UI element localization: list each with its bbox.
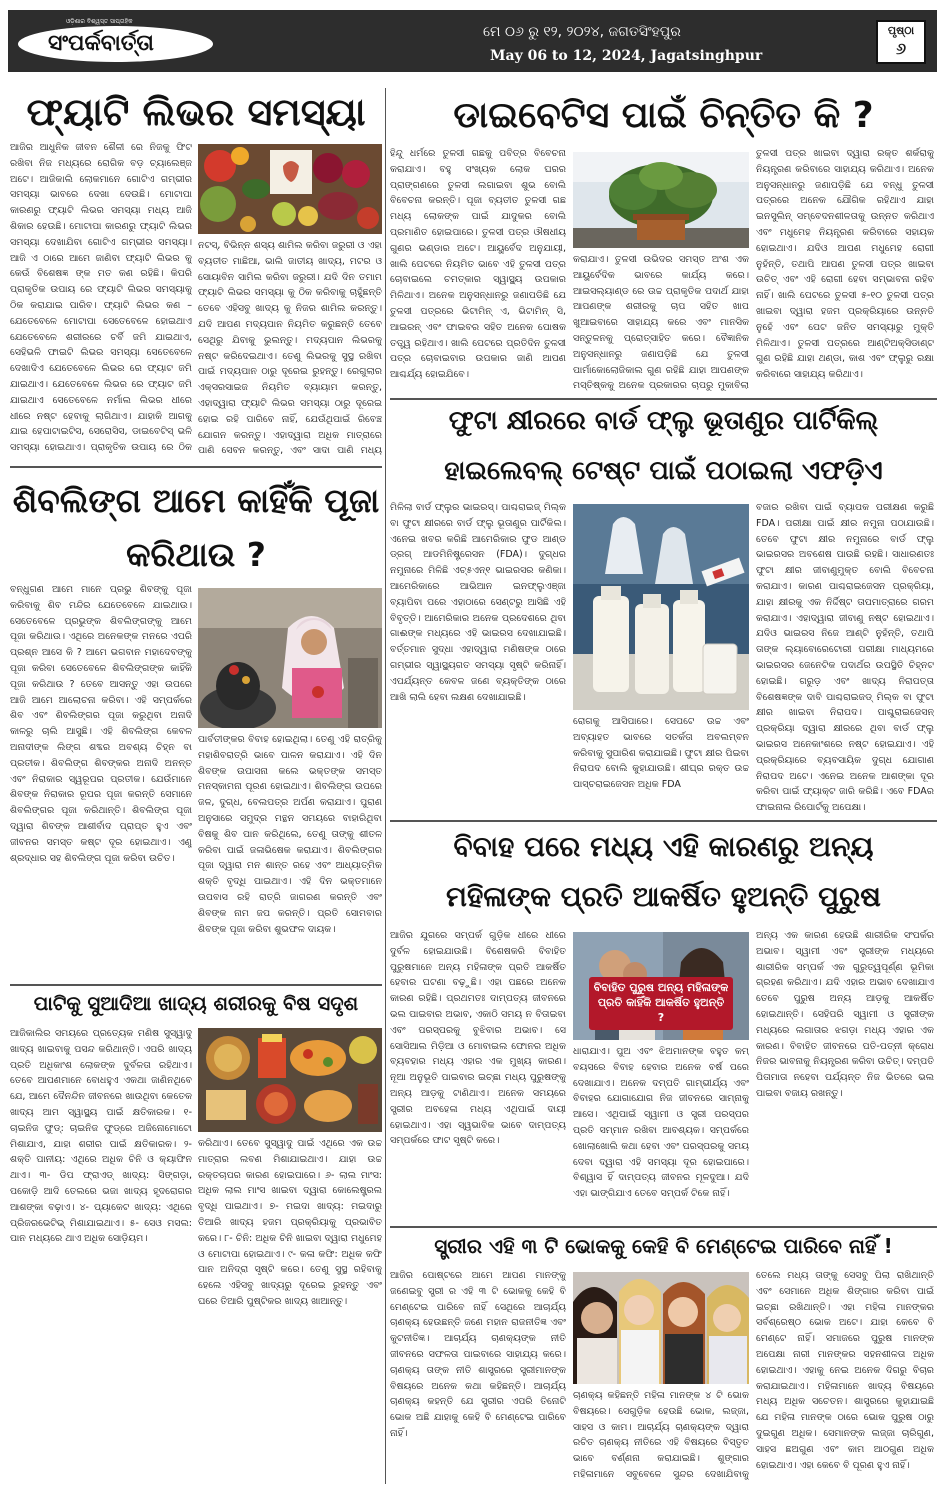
divider-attraction-women <box>390 1226 937 1228</box>
body-bird-flu-col1: ମିଳିଲା ବାର୍ଡ ଫ୍ଲୁର ଭାଇରସ୍। ପାଶ୍ଚରାଇଜ୍ ମିଲ୍କ ବା ଫୁଟା କ୍ଷୀରରେ ବାର୍ଡ ଫ୍ଲୁ ଭୂତାଣୁର ପାର୍ଟିକିଲ। ଏନେଇ ଖବର କରିଛି ଆମେରିକାର ଫୁଡ ଆଣ୍ଡ ଡ୍ରଗ୍ ଆଡମିନିଷ୍ଟ୍ରେସନ (FDA)। ଦୁଗ୍ଧର ନମୁନାରେ ମିଳିଛି ଏଚ୍୫ଏନ୍୧ ଭାଇରସର କଣିକା। ଆମେରିକାରେ ଆଭିଆନ ଇନଫ୍ଲୁଏଞ୍ଜା ବ୍ୟାପିବା ପରେ ଏହାଠାରେ ସେଣ୍ଟରୁ ଆସିଛି ଏହି ବିବୃତ୍ତି। ଆମେରିକାର ଅନେକ ପ୍ରଦେଶରେ ଥିବା ଗାଈଙ୍କ ମଧ୍ୟରେ ଏହି ଭାଇରସ ଦେଖାଯାଇଛି। ବର୍ତ୍ତମାନ ସୁଦ୍ଧା ଏହାଦ୍ୱାରା ମଣିଷଙ୍କ ଠାରେ ଗମ୍ଭୀର ସ୍ୱାସ୍ଥ୍ୟଗତ ସମସ୍ୟା ସୃଷ୍ଟି କରିନାହିଁ। ଏପର୍ଯ୍ୟନ୍ତ କେବଳ ଜଣେ ବ୍ୟକ୍ତିଙ୍କ ଠାରେ ଆଖି ଲାଲି ହେବା ଲକ୍ଷଣ ଦେଖାଯାଇଛି। <box>390 502 566 703</box>
divider-diabetes-birdflu <box>390 398 937 400</box>
body-women-three-col3: ତେଲେ ମଧ୍ୟ ତାଙ୍କୁ ସେସବୁ ପିଲା ରାଖିଥାନ୍ତି ଏବଂ ସେମାନେ ଅଧିକ ଶିଙ୍ଗାର କରିବା ପାଇଁ ଇଚ୍ଛା ରଖିଥାନ୍ତି। ଏହା ମହିଳା ମାନଙ୍କର ସର୍ବଶ୍ରେଷ୍ଠ ଭୋକ ଅଟେ। ଯାହା କେବେ ବି ମେଣ୍ଟେ ନାହିଁ। ସମାଜରେ ପୁରୁଷ ମାନଙ୍କ ଅପେକ୍ଷା ନାରୀ ମାନଙ୍କର ସହନଶୀଳତା ଅଧିକ ହୋଇଥାଏ। ଏହାକୁ ନେଇ ଅନେକ ଦିଗରୁ ବିଚାର କରାଯାଇଥାଏ। ମହିଳାମାନେ ଖାଦ୍ୟ ବିଷୟରେ ମଧ୍ୟ ଅଧିକ ସଚେତନ। ଶାସ୍ତ୍ରରେ କୁହାଯାଇଛି ଯେ ମହିଳା ମାନଙ୍କ ଠାରେ ଭୋକ ପୁରୁଷ ଠାରୁ ଦୁଇଗୁଣ ଅଧିକ। ସେମାନଙ୍କ ଲଜ୍ଜା ଚାରିଗୁଣ, ସାହସ ଛଅଗୁଣ ଏବଂ କାମ ଆଠଗୁଣ ଅଧିକ ହୋଇଥାଏ। ଏହା କେବେ ବି ପୂରଣ ହୁଏ ନାହିଁ। <box>756 1270 934 1471</box>
photo-fast-food <box>198 1028 382 1132</box>
photo-woman-worship <box>198 588 382 728</box>
page-number-box <box>876 20 926 64</box>
body-shivling-col1: ବନ୍ଧୁଗଣ ଆମେ ମାନେ ପ୍ରଭୁ ଶିବଙ୍କୁ ପୂଜା କରିବାକୁ ଶିବ ମନ୍ଦିର ଯେତେବେଳେ ଯାଇଥାଉ। ସେତେବେଳେ ପ୍ରଭୁଙ୍କ ଶିବଲିଙ୍ଗଙ୍କୁ ଆମେ ପୂଜା କରିଥାଉ। ଏଥିରେ ଅନେକଙ୍କ ମନରେ ଏପରି ପ୍ରଶ୍ନ ଆସେ କି ? ଆମେ ଭଗବାନ ମହାଦେବଙ୍କୁ ପୂଜା କରିବା ସେତେବେଳେ ଶିବଲିଙ୍ଗଙ୍କ କାହିଁକି ପୂଜା କରିଥାଉ ? ତେବେ ଆସନ୍ତୁ ଏହା ଉପରେ ଆଜି ଆମେ ଆଲୋଚନା କରିବା। ଏହି ସମ୍ପର୍କରେ ଶିବ ଏବଂ ଶିବଲିଙ୍ଗର ପୂଜା କରୁଥିବା ଅନାଦି କାଳରୁ ଚାଲି ଆସୁଛି। ଏହି ଶିବଲିଙ୍ଗ କେବଳ ଅନାଦୀଙ୍କ ଲିଙ୍ଗ ଶବ୍ଦର ଅବଶ୍ୟ ଚିହ୍ନ ବା ପ୍ରତୀକ। ଶିବଲିଙ୍ଗ ଶିବଙ୍କର ଅନାଦି ଅନନ୍ତ ଏବଂ ନିରାକାର ସ୍ୱରୂପର ପ୍ରତୀକ। ଯେଉଁମାନେ ଶିବଙ୍କ ନିରାକାର ରୂପର ପୂଜା କରନ୍ତି ସେମାନେ ଶିବଲିଙ୍ଗର ପୂଜା କରିଥାନ୍ତି। ଶିବଲିଙ୍ଗ ପୂଜା ଦ୍ୱାରା ଶିବଙ୍କ ଆଶୀର୍ବାଦ ପ୍ରାପ୍ତ ହୁଏ ଏବଂ ଜୀବନର ସମସ୍ତ କଷ୍ଟ ଦୂର ହୋଇଥାଏ। ଏଣୁ ଶ୍ରଦ୍ଧାର ସହ ଶିବଲିଙ୍ଗ ପୂଜା କରିବା ଉଚିତ। <box>10 584 192 864</box>
photo-healthy-foods <box>198 144 382 234</box>
article-processed-food <box>10 988 382 1488</box>
photo-milk-bottles <box>573 504 749 710</box>
logo-text: ସଂପର୍କବାର୍ତ୍ତା <box>48 30 154 56</box>
body-diabetes-col2: କରାଯାଏ। ତୁଳସୀ ଉଭିଦର ସମସ୍ତ ଅଂଶ ଏକ ଆୟୁର୍ବେଦିକ ଭାବରେ କାର୍ଯ୍ୟ କରେ। ଆଇସଲ୍ୟାଣ୍ଡ ରେ ଉଚ୍ଚ ପ୍ରାକୃତିକ ପଦାର୍ଥ ଯାହା ଆପଣଙ୍କ ଶରୀରକୁ ଚାପ ସହିତ ଖାପ ଖୁଆଇବାରେ ସାହାଯ୍ୟ କରେ ଏବଂ ମାନସିକ ସନ୍ତୁଳନକୁ ପ୍ରୋତ୍ସାହିତ କରେ। ବୈଜ୍ଞାନିକ ଅନୁସନ୍ଧାନରୁ ଜଣାପଡ଼ିଛି ଯେ ତୁଳସୀ ପାର୍ମାକୋଲୋଜିକାଲ ଗୁଣ ରହିଛି ଯାହା ଆପଣଙ୍କ ମସ୍ତିଷ୍କକୁ ଅନେକ ପ୍ରକାରର ଚାପରୁ ମୁକାବିଲା <box>573 254 749 392</box>
photo-tulsi-plant <box>573 152 749 248</box>
headline-shivling: ଶିବଲିଙ୍ଗ ଆମେ କାହିଁକି ପୂଜା କରିଥାଉ ? <box>12 481 380 574</box>
photo-couple <box>573 932 749 1040</box>
headline-attraction-line2: ମହିଳାଙ୍କ ପ୍ରତି ଆକର୍ଷିତ ହୁଅନ୍ତି ପୁରୁଷ <box>446 880 881 913</box>
body-fatty-liver-col1: ଆଜିର ଆଧୁନିକ ଜୀବନ ଶୈଳୀ ରେ ନିଜକୁ ଫିଟ ରଖିବା ନିଜ ମଧ୍ୟରେ ରୋଗିକ ବଡ଼ ଚ୍ୟାଲେଞ୍ଜ ଅଟେ। ଆଜିକାଲି ଲୋକମାନେ ଗୋଟିଏ ଗମ୍ଭୀର ସମସ୍ୟା ଭାବରେ ଦେଖା ଦେଉଛି। ମୋଟାପା କାରଣରୁ ଫ୍ୟାଟି ଲିଭର ସମସ୍ୟା ମଧ୍ୟ ଆଜି ଶିକାର ହେଉଛି। ମୋଟାପା କାରଣରୁ ଫ୍ୟାଟି ଲିଭର ସମସ୍ୟା ଦେଖାଯିବା ଗୋଟିଏ ଗମ୍ଭୀର ସମସ୍ୟା। ଆଜି ଏ ଠାରେ ଆମେ ଜାଣିବା ଫ୍ୟାଟି ଲିଭର କୁ କେଉଁ ବିଶେଷଜ୍ଞ ଙ୍କ ମତ କଣ ରହିଛି। କିପରି ପ୍ରାକୃତିକ ଉପାୟ ରେ ଫ୍ୟାଟି ଲିଭର ସମସ୍ୟାକୁ ଠିକ କରାଯାଇ ପାରିବ। ଫ୍ୟାଟି ଲିଭର କଣ –ଯେତେବେଳେ ମୋଟାପା ସେତେବେଳେ ହୋଇଥାଏ ଯେତେବେଳେ ଶରୀରରେ ଚର୍ବି ଜମି ଯାଇଥାଏ, ସେହିଭଳି ଫାଇଟି ଲିଭର ସମସ୍ୟା ସେତେବେଳେ ଦେଖାଦିଏ ଯେତେବେଳେ ଲିଭର ରେ ଫ୍ୟାଟ ଜମି ଯାଇଥାଏ। ଯେତେବେଳେ ଲିଭର ରେ ଫ୍ୟାଟ ଜମି ଯାଇଥାଏ ସେତେବେଳେ ନର୍ମାଲ ଲିଭର ଧୀରେ ଧୀରେ ନଷ୍ଟ ହେବାକୁ ଲାଗିଥାଏ। ଯାହାକି ଆଗକୁ ଯାଇ ହେପାଟାଇଟିସ, ସେରୋସିସ, ଡାଇବେଟିସ୍ ଭଳି ସମସ୍ୟା ହୋଇଥାଏ। ପ୍ରାକୃତିକ ଉପାୟ ରେ ଠିକ <box>10 142 192 454</box>
article-bird-flu <box>390 402 937 818</box>
body-attraction-col2: ଧାରାଯାଏ। ପୁଅ ଏବଂ ଝିଅମାନଙ୍କ ବହୁତ କମ୍ ବୟସରେ ବିବାହ ହେବାର ଅନେକ ବର୍ଷ ପରେ ଦେଖାଯାଏ। ଅନେକ ଦମ୍ପତି ଗାମ୍ଭୀର୍ଯ୍ୟ ଏବଂ ବିବାହର ଯୋଗାଯୋଗ ନିଜ ଜୀବନରେ ସାମ୍ନାକୁ ଆସେ। ଏଥିପାଇଁ ସ୍ୱାମୀ ଓ ସ୍ତ୍ରୀ ପରସ୍ପର ପ୍ରତି ସମ୍ମାନ ରଖିବା ଆବଶ୍ୟକ। ସମ୍ପର୍କରେ ଖୋଲାଖୋଲି କଥା ହେବା ଏବଂ ପରସ୍ପରକୁ ସମୟ ଦେବା ଦ୍ୱାରା ଏହି ସମସ୍ୟା ଦୂର ହୋଇପାରେ। ବିଶ୍ୱାସ ହିଁ ଦାମ୍ପତ୍ୟ ଜୀବନର ମୂଳଦୁଆ। ଯଦି ଏହା ଭାଙ୍ଗିଯାଏ ତେବେ ସମ୍ପର୍କ ଟିକେ ନାହିଁ। <box>573 1046 749 1200</box>
body-women-three-col2: ଚାଣକ୍ୟ କହିଛନ୍ତି ମହିଳା ମାନଙ୍କ ୪ ଟି ଭୋକ ବିଷୟରେ। ସେଗୁଡ଼ିକ ହେଉଛି ଭୋକ, ଲଜ୍ଜା, ସାହସ ଓ କାମ। ଆଚାର୍ଯ୍ୟ ଚାଣକ୍ୟଙ୍କ ଦ୍ୱାରା ରଚିତ ଚାଣକ୍ୟ ନୀତିରେ ଏହି ବିଷୟରେ ବିସ୍ତୃତ ଭାବେ ବର୍ଣ୍ଣନା କରାଯାଇଛି। ଶୁଙ୍ଗାର ମହିଳାମାନେ ସବୁବେଳେ ସୁନ୍ଦର ଦେଖାଯିବାକୁ <box>573 1390 749 1480</box>
body-women-three-col1: ଆଜିର ପୋଷ୍ଟରେ ଆମେ ଆପଣ ମାନଙ୍କୁ ଜଣେଇବୁ ସ୍ତ୍ରୀ ର ଏହି ୩ ଟି ଭୋକକୁ କେହି ବି ମେଣ୍ଟେଇ ପାରିବେ ନାହିଁ ସେଥିରେ ଆଚାର୍ଯ୍ୟ ଚାଣକ୍ୟ ହେଉଛନ୍ତି ଜଣେ ମହାନ ରାଜନୀତିଜ୍ଞ ଏବଂ କୁଟନୀତିଜ୍ଞ। ଆଚାର୍ଯ୍ୟ ଚାଣକ୍ୟଙ୍କ ନୀତି ଜୀବନରେ ସଫଳତା ପାଇବାରେ ସାହାଯ୍ୟ କରେ। ଚାଣକ୍ୟ ତାଙ୍କ ନୀତି ଶାସ୍ତ୍ରରେ ସ୍ତ୍ରୀମାନଙ୍କ ବିଷୟରେ ଅନେକ କଥା କହିଛନ୍ତି। ଆଚାର୍ଯ୍ୟ ଚାଣକ୍ୟ କହନ୍ତି ଯେ ସ୍ତ୍ରୀର ଏପରି ତିନୋଟି ଭୋକ ଅଛି ଯାହାକୁ କେହି ବି ମେଣ୍ଟେଇ ପାରିବେ ନାହିଁ। <box>390 1270 566 1439</box>
body-attraction-col3: ଅନ୍ୟ ଏକ କାରଣ ହେଉଛି ଶାରୀରିକ ସଂପର୍କର ଅଭାବ। ସ୍ୱାମୀ ଏବଂ ସ୍ତ୍ରୀଙ୍କ ମଧ୍ୟରେ ଶାରୀରିକ ସମ୍ପର୍କ ଏକ ଗୁରୁତ୍ୱପୂର୍ଣ୍ଣ ଭୂମିକା ଗ୍ରହଣ କରିଥାଏ। ଯଦି ଏହାର ଅଭାବ ଦେଖାଯାଏ ତେବେ ପୁରୁଷ ଅନ୍ୟ ଆଡ଼କୁ ଆକର୍ଷିତ ହୋଇଥାନ୍ତି। ସେହିପରି ସ୍ୱାମୀ ଓ ସ୍ତ୍ରୀଙ୍କ ମଧ୍ୟରେ ଲଗାତାର ଝଗଡ଼ା ମଧ୍ୟ ଏହାର ଏକ କାରଣ। ବିବାହିତ ଜୀବନରେ ପତି-ପତ୍ନୀ କ୍ରୋଧ ନିଜର ଭାବନାକୁ ନିୟନ୍ତ୍ରଣ କରିବା ଉଚିତ୍। ଦମ୍ପତି ପିତାମାତା ନହେବା ପର୍ଯ୍ୟନ୍ତ ନିଜ ଭିତରେ ଭଲ ପାଇବା ବଜାୟ ରଖନ୍ତୁ। <box>756 930 934 1099</box>
body-processed-food-col1: ଆଜିକାଲିର ସମୟରେ ପ୍ରତ୍ୟେକ ମଣିଷ ସୁସ୍ୱାଦୁ ଖାଦ୍ୟ ଖାଇବାକୁ ପସନ୍ଦ କରିଥାନ୍ତି। ଏପରି ଖାଦ୍ୟ ପ୍ରତି ଅଧିକାଂଶ ଲୋକଙ୍କ ଦୁର୍ବଳତା ରହିଥାଏ। ତେବେ ଆପଣମାନେ ବୋଧହୁଏ ଏକଥା ଜାଣିନଥିବେ ଯେ, ଆମେ ଦୈନନ୍ଦିନ ଜୀବନରେ ଖାଉଥିବା କେତେକ ଖାଦ୍ୟ ଆମ ସ୍ୱାସ୍ଥ୍ୟ ପାଇଁ କ୍ଷତିକାରକ। ୧- ଚାଇନିଜ ଫୁଡ୍: ଚାଇନିଜ ଫୁଡ୍ରେ ଅଜିନୋମୋଟୋ ମିଶାଯାଏ, ଯାହା ଶରୀର ପାଇଁ କ୍ଷତିକାରକ। ୨- ଶକ୍ତି ପାନୀୟ: ଏଥିରେ ଅଧିକ ଚିନି ଓ କ୍ୟାଫିନ ଥାଏ। ୩- ଡିପ ଫ୍ରାଏଡ୍ ଖାଦ୍ୟ: ସିଙ୍ଗଡ଼ା, ପକୋଡ଼ି ଆଦି ତେଲରେ ଭଜା ଖାଦ୍ୟ ହୃଦରୋଗର ଆଶଙ୍କା ବଢ଼ାଏ। ୪- ପ୍ୟାକେଟ ଖାଦ୍ୟ: ଏଥିରେ ପ୍ରିଜରଭେଟିଭ୍ ମିଶାଯାଇଥାଏ। ୫- ସେଓ ମସଲ: ପାନ ମଧ୍ୟରେ ଥାଏ ଅଧିକ ସୋଡ଼ିୟମ। <box>10 1028 192 1245</box>
body-bird-flu-col3: ବଜାର ରଖିବା ପାଇଁ ବ୍ୟାପକ ପରୀକ୍ଷଣ କରୁଛି FDA। ପରୀକ୍ଷା ପାଇଁ କ୍ଷୀର ନମୁନା ପଠାଯାଉଛି। ତେବେ ଫୁଟା କ୍ଷୀର ନମୁନାରେ ବାର୍ଡ ଫ୍ଲୁ ଭାଇରସର ଅବଶେଷ ପାଉଛି ରହଛି। ସାଧାରଣତଃ ଫୁଟା କ୍ଷୀର ଜୀବାଣୁମୁକ୍ତ ବୋଲି ବିବେଚନା କରାଯାଏ। କାରଣ ପାଶ୍ଚରାଇଜେସନ ପ୍ରକ୍ରିୟା, ଯାହା କ୍ଷୀରକୁ ଏକ ନିର୍ଦ୍ଦିଷ୍ଟ ତାପମାତ୍ରାରେ ଗରମ କରାଯାଏ। ଏହାଦ୍ୱାରା ଜୀବାଣୁ ନଷ୍ଟ ହୋଇଥାଏ। ଯଦିଓ ଭାଇରସ ନିଜେ ଆଣ୍ଟି ନୁହଁନ୍ତି, ତଥାପି ତାଙ୍କ ଲ୍ୟାବୋରେଟୋରୀ ପରୀକ୍ଷା ମାଧ୍ୟମରେ ଭାଇରସର ଜେନେଟିକ ପଦାର୍ଥର ଉପସ୍ଥିତି ଚିହ୍ନଟ ହୋଇଛି। ଗରୁଡ଼ ଏବଂ ଖାଦ୍ୟ ନିରାପତ୍ତା ବିଶେଷଜ୍ଞଙ୍କ ଦାବି ପାଶ୍ଚରାଇଜଡ୍ ମିଲ୍କ ବା ଫୁଟା କ୍ଷୀର ଖାଇବା ନିରାପଦ। ପାଶ୍ଚୁରାଇଜେସନ୍ ପ୍ରକ୍ରିୟା ଦ୍ୱାରା କ୍ଷୀରରେ ଥିବା ବାର୍ଡ ଫ୍ଲୁ ଭାଇରସ ଅନେକାଂଶରେ ନଷ୍ଟ ହୋଇଯାଏ। ଏହି ପ୍ରକ୍ରିୟାରେ ବ୍ୟବସାୟିକ ଦୁଗ୍ଧ ଯୋଗାଣ ନିରାପଦ ଅଟେ। ଏନେଇ ଅନେକ ଆଶଙ୍କା ଦୂର କରିବା ପାଇଁ ଫ୍ୟାକ୍ଟ ଜାରି କରିଛି। ଏବେ FDAର ଫାଇନାଲ ରିପୋର୍ଟକୁ ଅପେକ୍ଷା। <box>756 502 934 814</box>
headline-processed-food: ପାଟିକୁ ସୁଆଦିଆ ଖାଦ୍ୟ ଶରୀରକୁ ବିଷ ସଦୃଶ <box>33 992 359 1015</box>
article-diabetes <box>390 84 937 396</box>
body-attraction-col1: ଆଜିର ଯୁଗରେ ସମ୍ପର୍କ ଗୁଡ଼ିକ ଧୀରେ ଧୀରେ ଦୁର୍ବଳ ହୋଇଯାଉଛି। ବିଶେଷକରି ବିବାହିତ ପୁରୁଷମାନେ ଅନ୍ୟ ମହିଳାଙ୍କ ପ୍ରତି ଆକର୍ଷିତ ହେବାର ଘଟଣା ବଢ଼ୁଛି। ଏହା ପଛରେ ଅନେକ କାରଣ ରହିଛି। ପ୍ରଥମତଃ ଦାମ୍ପତ୍ୟ ଜୀବନରେ ଭଲ ପାଇବାର ଅଭାବ, ଏକାଠି ସମୟ ନ ବିତାଇବା ଏବଂ ପରସ୍ପରକୁ ବୁଝିବାର ଅଭାବ। ସେ ସୋସିଆଲ ମିଡ଼ିଆ ଓ ମୋବାଇଲ ଫୋନର ଅଧିକ ବ୍ୟବହାର ମଧ୍ୟ ଏହାର ଏକ ମୁଖ୍ୟ କାରଣ। ନୂଆ ଅନୁଭୂତି ପାଇବାର ଇଚ୍ଛା ମଧ୍ୟ ପୁରୁଷଙ୍କୁ ଅନ୍ୟ ଆଡ଼କୁ ଟାଣିଥାଏ। ଅନେକ ସମୟରେ ସ୍ତ୍ରୀର ଅବହେଳା ମଧ୍ୟ ଏଥିପାଇଁ ଦାୟୀ ହୋଇଥାଏ। ଏହା ସ୍ୱଭାବିକ ଭାବେ ଦାମ୍ପତ୍ୟ ସମ୍ପର୍କରେ ଫାଟ ସୃଷ୍ଟି କରେ। <box>390 930 566 1147</box>
photo-women-group <box>573 1272 749 1384</box>
column-divider <box>385 88 386 1484</box>
headline-women-three: ସ୍ତ୍ରୀର ଏହି ୩ ଟି ଭୋକକୁ କେହି ବି ମେଣ୍ଟେଇ ପାରିବେ ନାହିଁ ! <box>434 1234 893 1258</box>
body-diabetes-col1: ହିନ୍ଦୁ ଧର୍ମରେ ତୁଳସୀ ଗଛକୁ ପବିତ୍ର ବିବେଚନା କରାଯାଏ। ବହୁ ସଂଖ୍ୟକ ଲୋକ ଘରର ପ୍ରାଙ୍ଗଣରେ ତୁଳସୀ ଲଗାଇବା ଶୁଭ ବୋଲି ବିବେଚନା କରନ୍ତି। ପୂଜା ବ୍ୟତୀତ ତୁଳସୀ ଗଛ ମଧ୍ୟ ଲୋକଙ୍କ ପାଇଁ ଯାଦୁକର ବୋଲି ପ୍ରମାଣିତ ହୋଇପାରେ। ତୁଳସୀ ପତ୍ର ଔଷଧୀୟ ଗୁଣର ଭଣ୍ଡାର ଅଟେ। ଆୟୁର୍ବେଦ ଅନୁଯାୟୀ, ଖାଲି ପେଟରେ ନିୟମିତ ଭାବେ ଏହି ତୁଳସୀ ପତ୍ର ଚୋବାଇଲେ ଚମତ୍କାର ସ୍ୱାସ୍ଥ୍ୟ ଉପକାର ମିଳିଥାଏ। ଅନେକ ଅନୁସନ୍ଧାନରୁ ଜଣାପଡିଛି ଯେ ତୁଳସୀ ପତ୍ରରେ ଭିଟାମିନ୍ ଏ, ଭିଟାମିନ୍ ସି, ଆଇରନ୍ ଏବଂ ଫାଇବର ସହିତ ଅନେକ ପୋଷକ ତତ୍ତ୍ୱ ରହିଥାଏ। ଖାଲି ପେଟରେ ପ୍ରତିଦିନ ତୁଳସୀ ପତ୍ର ଚୋବାଇବାର ଉପକାର ଜାଣି ଆପଣ ଆଶ୍ଚର୍ଯ୍ୟ ହୋଇଯିବେ। <box>390 148 566 381</box>
page-label: ପୃଷ୍ଠା <box>887 24 915 37</box>
headline-fatty-liver: ଫ୍ୟାଟି ଲିଭର ସମସ୍ୟା <box>26 90 366 134</box>
body-processed-food-col2: କରିଥାଏ। ତେବେ ସୁସ୍ୱାଦୁ ପାଇଁ ଏଥିରେ ଏକ ଉଚ୍ଚ ମାତ୍ରାର ଲବଣ ମିଶାଯାଇଥାଏ। ଯାହା ଉଚ୍ଚ ରକ୍ତଚାପର କାରଣ ହୋଇପାରେ। ୬- ଲାଲ ମାଂସ: ଅଧିକ ଲାଲ ମାଂସ ଖାଇବା ଦ୍ୱାରା କୋଲେଷ୍ଟ୍ରଲ ବୃଦ୍ଧି ପାଇଥାଏ। ୭- ମଇଦା ଖାଦ୍ୟ: ମଇଦାରୁ ତିଆରି ଖାଦ୍ୟ ହଜମ ପ୍ରକ୍ରିୟାକୁ ପ୍ରଭାବିତ କରେ। ୮- ଚିନି: ଅଧିକ ଚିନି ଖାଇବା ଦ୍ୱାରା ମଧୁମେହ ଓ ମୋଟାପା ହୋଇଥାଏ। ୯- କଳା କଫି: ଅଧିକ କଫି ପାନ ଅନିଦ୍ରା ସୃଷ୍ଟି କରେ। ତେଣୁ ସୁସ୍ଥ ରହିବାକୁ ହେଲେ ଏହିସବୁ ଖାଦ୍ୟରୁ ଦୂରେଇ ରୁହନ୍ତୁ ଏବଂ ଘରେ ତିଆରି ପୁଷ୍ଟିକର ଖାଦ୍ୟ ଖାଆନ୍ତୁ। <box>198 1138 382 1307</box>
headline-diabetes: ଡାଇବେଟିସ ପାଇଁ ଚିନ୍ତିତ କି ? <box>453 95 874 136</box>
article-attraction <box>390 824 937 1224</box>
headline-bird-flu-line2: ହାଇଲେବଲ୍ ଟେଷ୍ଟ ପାଇଁ ପଠାଇଲା ଏଫଡ଼ିଏ <box>444 456 883 486</box>
headline-bird-flu-line1: ଫୁଟା କ୍ଷୀରରେ ବାର୍ଡ ଫ୍ଲୁ ଭୂତାଣୁର ପାର୍ଟିକିଲ୍ <box>448 406 879 436</box>
body-bird-flu-col2: ରୋଗକୁ ଆସିପାରେ। ସେପଟେ ଉଚ୍ଚ ଏବଂ ଅବ୍ୟାହତ ଭାବରେ ସତର୍କତା ଅବଲମ୍ବନ କରିବାକୁ ସୁପାରିଶ କରାଯାଇଛି। ଫୁଟା କ୍ଷୀର ପିଇବା ନିରାପଦ ବୋଲି କୁହାଯାଉଛି। ଶୀଘ୍ର ରକ୍ତ ଉଚ୍ଚ ପାସ୍ଚରାଇଜେସନ ଅଧିକ FDA <box>573 716 749 791</box>
article-shivling <box>10 470 382 980</box>
issue-date-english: May 06 to 12, 2024, Jagatsinghpur <box>490 48 763 64</box>
logo-tagline: ଓଡ଼ିଶାର ବିଶ୍ୱସ୍ତ ସାପ୍ତାହିକ <box>66 18 133 25</box>
body-shivling-col2: ପାର୍ବତୀଙ୍କର ବିବାହ ହୋଇଥିଲା। ତେଣୁ ଏହି ରାତ୍ରିକୁ ମହାଶିବରାତ୍ରି ଭାବେ ପାଳନ କରାଯାଏ। ଏହି ଦିନ ଶିବଙ୍କ ଉପାସନା କଲେ ଭକ୍ତଙ୍କ ସମସ୍ତ ମନସ୍କାମନା ପୂରଣ ହୋଇଥାଏ। ଶିବଲିଙ୍ଗ ଉପରେ ଜଳ, ଦୁଗ୍ଧ, ବେଲପତ୍ର ଅର୍ପଣ କରାଯାଏ। ପୁରାଣ ଅନୁସାରେ ସମୁଦ୍ର ମନ୍ଥନ ସମୟରେ ବାହାରିଥିବା ବିଷକୁ ଶିବ ପାନ କରିଥିଲେ, ତେଣୁ ତାଙ୍କୁ ଶୀତଳ କରିବା ପାଇଁ ଜଳାଭିଷେକ କରାଯାଏ। ଶିବଲିଙ୍ଗର ପୂଜା ଦ୍ୱାରା ମନ ଶାନ୍ତ ରହେ ଏବଂ ଆଧ୍ୟାତ୍ମିକ ଶକ୍ତି ବୃଦ୍ଧି ପାଇଥାଏ। ଏହି ଦିନ ଭକ୍ତମାନେ ଉପବାସ ରହି ରାତ୍ରି ଜାଗରଣ କରନ୍ତି ଏବଂ ଶିବଙ୍କ ନାମ ଜପ କରନ୍ତି। ପ୍ରତି ସୋମବାର ଶିବଙ୍କ ପୂଜା କରିବା ଶୁଭଫଳ ଦାୟକ। <box>198 734 382 935</box>
article-women-three <box>390 1230 937 1488</box>
divider-shivling-food <box>10 984 382 986</box>
photo-caption-attraction: ବିବାହିତ ପୁରୁଷ ଅନ୍ୟ ମହିଳାଙ୍କ ପ୍ରତି କାହିଁକି ଆକର୍ଷିତ ହୁଅନ୍ତି ? <box>589 977 733 1030</box>
headline-attraction-line1: ବିବାହ ପରେ ମଧ୍ୟ ଏହି କାରଣରୁ ଅନ୍ୟ <box>453 830 874 863</box>
article-fatty-liver <box>10 84 382 464</box>
body-diabetes-col3: ତୁଳସୀ ପତ୍ର ଖାଇବା ଦ୍ୱାରା ରକ୍ତ ଶର୍କରାକୁ ନିୟନ୍ତ୍ରଣ କରିବାରେ ସାହାଯ୍ୟ କରିଥାଏ। ଅନେକ ଅନୁସନ୍ଧାନରୁ ଜଣାପଡ଼ିଛି ଯେ ବନ୍ଧୁ ତୁଳସୀ ପତ୍ରରେ ଅନେକ ଯୌଗିକ ରହିଥାଏ ଯାହା ଇନସୁଲିନ୍ ସମ୍ବେଦନଶୀଳତାକୁ ଉନ୍ନତ କରିଥାଏ ଏବଂ ମଧୁମେହ ନିୟନ୍ତ୍ରଣ କରିବାରେ ସହାୟକ ହୋଇଥାଏ। ଯଦିଓ ଆପଣ ମଧୁମେହ ରୋଗୀ ନୁହଁନ୍ତି, ତଥାପି ଆପଣ ତୁଳସୀ ପତ୍ର ଖାଇବା ଉଚିତ୍ ଏବଂ ଏହି ରୋଗୀ ହେବା ସମ୍ଭାବନା ରହିବ ନାହିଁ। ଖାଲି ପେଟରେ ତୁଳସୀ ୫-୧୦ ତୁଳସୀ ପତ୍ର ଖାଇବା ଦ୍ୱାରା ହଜମ ପ୍ରକ୍ରିୟାରେ ଉନ୍ନତି ନୁହେଁ ଏବଂ ପେଟ ଜନିତ ସମସ୍ୟାରୁ ମୁକ୍ତି ମିଳିଥାଏ। ତୁଳସୀ ପତ୍ରରେ ଆଣ୍ଟିଅକ୍ସିଡାଣ୍ଟ ଗୁଣ ରହିଛି ଯାହା ଥଣ୍ଡା, କାଶ ଏବଂ ଫ୍ଲୁରୁ ରକ୍ଷା କରିବାରେ ସାହାଯ୍ୟ କରିଥାଏ। <box>756 148 934 381</box>
body-fatty-liver-col2: ନଟସ୍, ବିଭିନ୍ନ ଶସ୍ୟ ଶାମିଲ କରିବା ଜରୁରୀ ଓ ଏହା ବ୍ୟତୀତ ମାଛିଆ, ଭାଲି ଜାତୀୟ ଖାଦ୍ୟ, ମଟର ଓ ସୋୟାବିନ ସାମିଲ କରିବା ଜରୁରୀ। ଯଦି ଦିନ ତମାମ ଫ୍ୟାଟି ଲିଭର ସମସ୍ୟା କୁ ଠିକ କରିବାକୁ ଚାହୁଁଛନ୍ତି ତେବେ ଏହିସବୁ ଖାଦ୍ୟ କୁ ନିଜର ଶାମିଲ କରନ୍ତୁ। ଯଦି ଆପଣ ମଦ୍ୟପାନ ନିୟମିତ କରୁଛନ୍ତି ତେବେ ସେଥିରୁ ଯିବାକୁ ଭୁଲନ୍ତୁ। ମଦ୍ୟପାନ ଲିଭରକୁ ନଷ୍ଟ କରିଦେଇଥାଏ। ତେଣୁ ଲିଭରକୁ ସୁସ୍ଥ ରଖିବା ପାଇଁ ମଦ୍ୟପାନ ଠାରୁ ଦୂରେଇ ରୁହନ୍ତୁ। ରେଗୁଲାର ଏକ୍ସରସାଇଜ ନିୟମିତ ବ୍ୟାୟାମ କରନ୍ତୁ, ଏହାଦ୍ୱାରା ଫ୍ୟାଟି ଲିଭର ସମସ୍ୟା ଠାରୁ ଦୂରେଇ ହୋଇ ରହି ପାରିବେ ନାହିଁ, ଯେଉଁଥିପାଇଁ ରିବେଞ୍ଚ ଯୋଗନ କରନ୍ତୁ। ଏହାଦ୍ୱାରା ଅଧିକ ମାତ୍ରାରେ ପାଣି ସେବନ କରନ୍ତୁ, ଏବଂ ସାଦା ପାଣି ମଧ୍ୟ <box>198 240 382 456</box>
page-number: ୬ <box>895 39 907 58</box>
issue-date-odia: ମେ ୦୬ ରୁ ୧୨, ୨୦୨୪, ଜଗତସିଂହପୁର <box>483 24 681 40</box>
divider-birdflu-attraction <box>390 820 937 822</box>
masthead <box>8 10 937 72</box>
newspaper-logo <box>18 18 213 66</box>
divider-liver-shivling <box>10 466 382 468</box>
